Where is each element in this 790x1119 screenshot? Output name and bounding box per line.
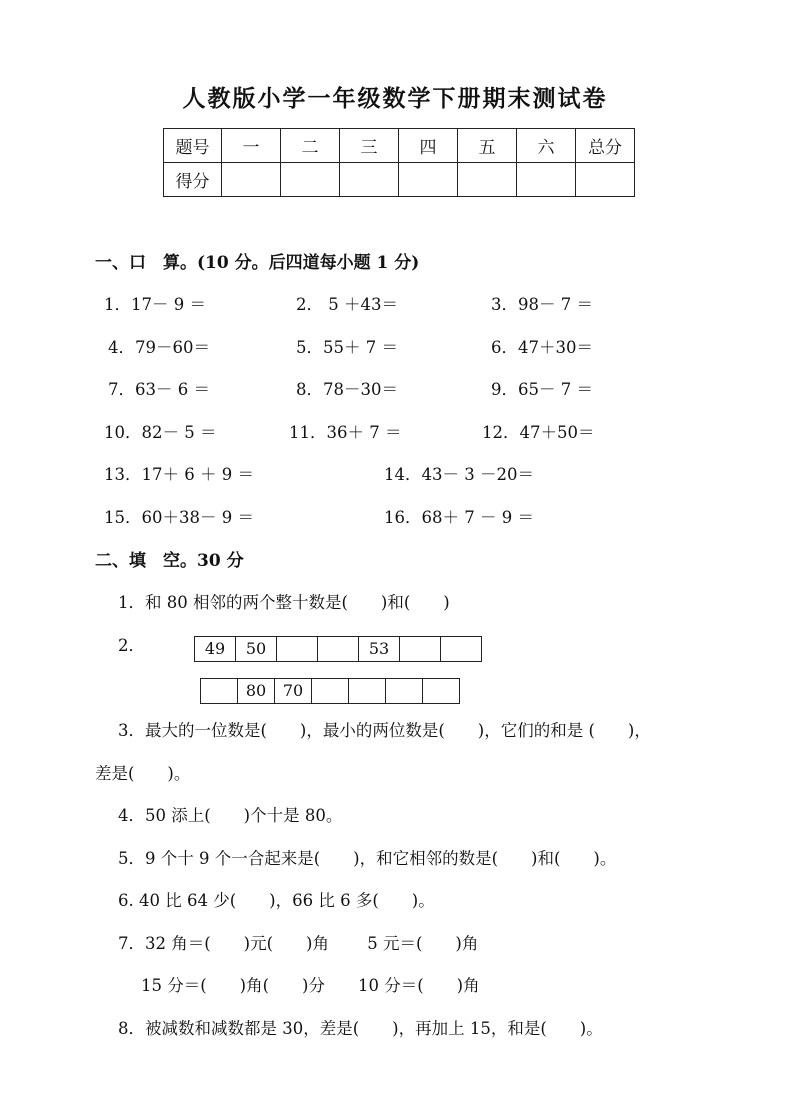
oral-item-11: 11．36＋ 7 ＝ [289,423,402,442]
sequence-cell: 80 [238,679,275,703]
sequence-blank-cell[interactable] [318,637,359,661]
number-sequence-row-2 [200,678,460,704]
oral-item-6: 6．47＋30＝ [491,338,593,357]
score-cell[interactable] [458,163,517,197]
fill-q3-line2: 差是( )。 [95,764,191,783]
oral-item-4: 4．79－60＝ [108,338,210,357]
oral-item-16: 16．68＋ 7 － 9 ＝ [384,508,534,527]
fill-q5: 5．9 个十 9 个一合起来是( )，和它相邻的数是( )和( )。 [118,849,617,868]
score-table-score-row [164,163,635,197]
oral-item-15: 15．60＋38－ 9 ＝ [104,508,254,527]
sequence-blank-cell[interactable] [312,679,349,703]
score-cell[interactable] [222,163,281,197]
header-cell: 六 [517,129,576,163]
fill-q8: 8．被减数和减数都是 30，差是( )，再加上 15，和是( )。 [118,1019,603,1038]
sequence-blank-cell[interactable] [423,679,459,703]
header-cell: 一 [222,129,281,163]
oral-item-8: 8．78－30＝ [296,380,398,399]
score-table-header-row [164,129,635,163]
fill-q7-line1: 7．32 角＝( )元( )角 5 元＝( )角 [118,934,479,953]
section1-heading: 一、口 算。(10 分。后四道每小题 1 分) [95,253,420,273]
oral-item-3: 3．98－ 7 ＝ [491,295,593,314]
score-table [163,128,635,197]
oral-item-7: 7．63－ 6 ＝ [108,380,210,399]
score-cell[interactable] [576,163,635,197]
page-title: 人教版小学一年级数学下册期末测试卷 [182,85,608,112]
header-cell: 四 [399,129,458,163]
header-cell: 题号 [164,129,222,163]
fill-q3-line1: 3．最大的一位数是( )，最小的两位数是( )，它们的和是 ( )， [118,721,651,740]
sequence-blank-cell[interactable] [201,679,238,703]
sequence-cell: 70 [275,679,312,703]
sequence-cell: 50 [236,637,277,661]
oral-item-13: 13．17＋ 6 ＋ 9 ＝ [104,465,254,484]
oral-item-5: 5．55＋ 7 ＝ [296,338,398,357]
fill-q4: 4．50 添上( )个十是 80。 [118,806,343,825]
sequence-cell: 49 [195,637,236,661]
sequence-blank-cell[interactable] [441,637,481,661]
oral-item-12: 12．47＋50＝ [482,423,595,442]
score-row-label: 得分 [164,163,222,197]
score-cell[interactable] [281,163,340,197]
section2-heading: 二、填 空。30 分 [95,551,244,571]
sequence-blank-cell[interactable] [349,679,386,703]
header-cell: 总分 [576,129,635,163]
score-cell[interactable] [340,163,399,197]
fill-q6: 6. 40 比 64 少( )，66 比 6 多( )。 [118,891,435,910]
fill-q7-line2: 15 分＝( )角( )分 10 分＝( )角 [141,976,480,995]
header-cell: 三 [340,129,399,163]
fill-q1: 1．和 80 相邻的两个整十数是( )和( ) [118,593,450,612]
fill-q2-label: 2． [118,636,145,655]
oral-item-10: 10．82－ 5 ＝ [104,423,217,442]
oral-item-14: 14．43－ 3 －20＝ [384,465,534,484]
oral-item-2: 2． 5 ＋43＝ [296,295,398,314]
number-sequence-row-1 [194,636,482,662]
header-cell: 二 [281,129,340,163]
oral-item-9: 9．65－ 7 ＝ [491,380,593,399]
score-cell[interactable] [399,163,458,197]
sequence-cell: 53 [359,637,400,661]
sequence-blank-cell[interactable] [277,637,318,661]
sequence-blank-cell[interactable] [386,679,423,703]
score-cell[interactable] [517,163,576,197]
header-cell: 五 [458,129,517,163]
sequence-blank-cell[interactable] [400,637,441,661]
oral-item-1: 1．17－ 9 ＝ [104,295,206,314]
